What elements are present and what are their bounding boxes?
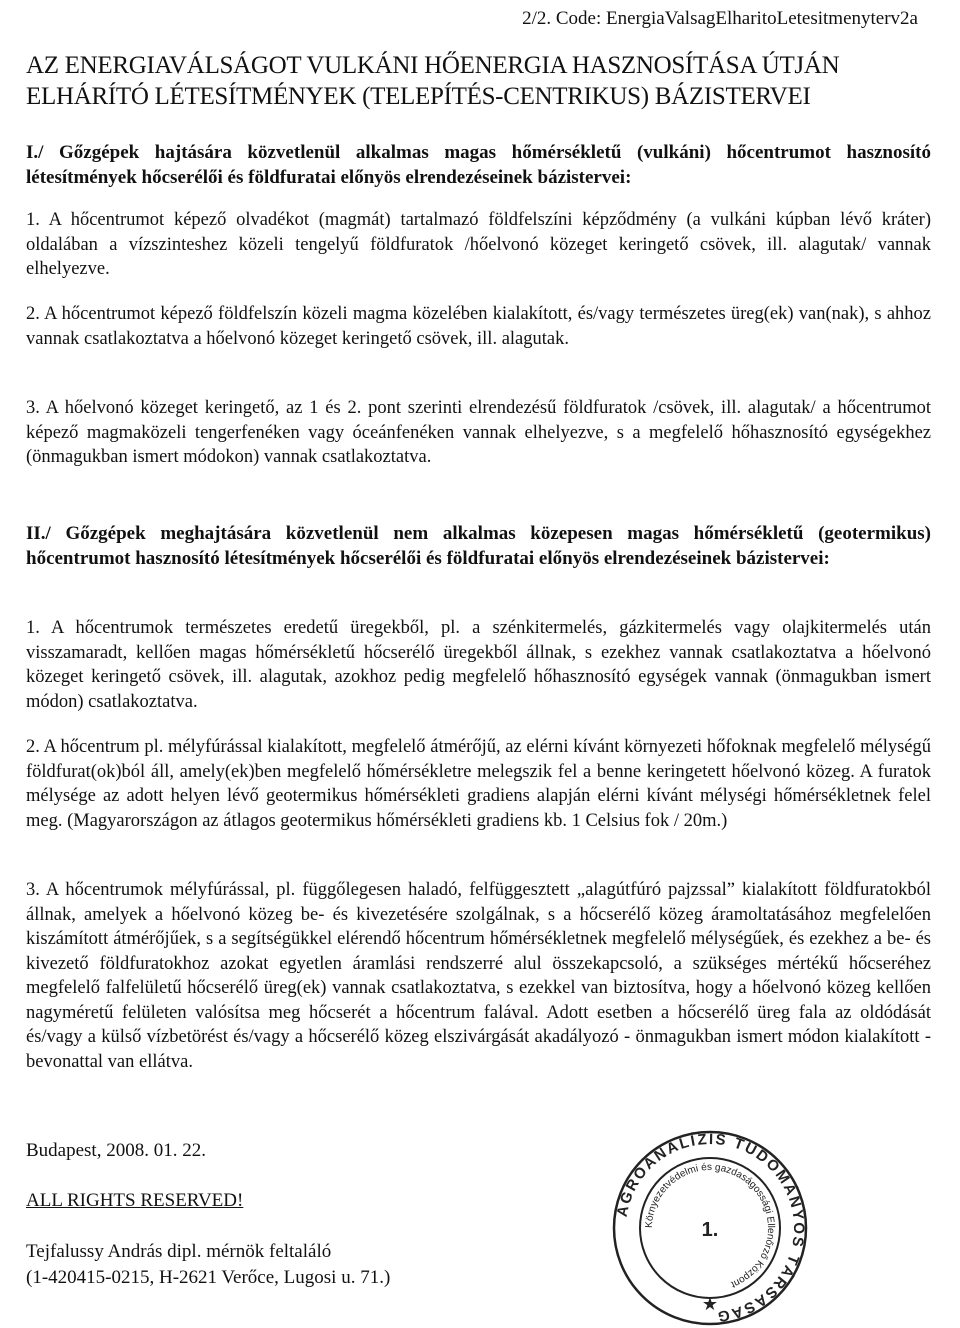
place-date: Budapest, 2008. 01. 22. (26, 1140, 206, 1161)
section-2-paragraph-1: 1. A hőcentrumok természetes eredetű üregekből, pl. a szénkitermelés, gázkitermelés vagy olajkitermelés után visszamaradt, kellően magas hőmérsékletű hőcserélő üregekből állnak, s ezekhez vannak csatlakoztatva a hőelvonó közeget keringető csövek, ill. alagutak, azokhoz pedig megfelelő hőhasznosító egységek vannak (önmagukban ismert módon) csatlakoztatva. (26, 618, 931, 712)
section-2-heading: II./ Gőzgépek meghajtására közvetlenül nem alkalmas közepesen magas hőmérsékletű (geotermikus) hőcentrumot hasznosító létesítmények hőcserélői és földfuratai előnyös elrendezéseinek bázistervei: (26, 523, 931, 569)
stamp-inner-text: Környezetvédelmi és gazdaságossági Ellenőrző Központ (643, 1161, 777, 1290)
document-code: 2/2. Code: EnergiaValsagElharitoLetesitmenyterv2a (522, 8, 918, 29)
stamp-star-icon: ★ (701, 1294, 719, 1315)
author-address: (1-420415-0215, H-2621 Verőce, Lugosi u. 71.) (26, 1267, 391, 1288)
stamp-number: 1. (701, 1219, 719, 1241)
official-stamp (610, 1128, 810, 1328)
document-title: AZ ENERGIAVÁLSÁGOT VULKÁNI HŐENERGIA HASZNOSÍTÁSA ÚTJÁN ELHÁRÍTÓ LÉTESÍTMÉNYEK (TELEPÍTÉS-CENTRIKUS) BÁZISTERVEI (26, 52, 840, 110)
section-1-paragraph-2: 2. A hőcentrumot képező földfelszín közeli magma közelében kialakított, és/vagy természetes üreg(ek) van(nak), s ahhoz vannak csatlakoztatva a hőelvonó közeget keringető csövek, ill. alagutak. (26, 304, 931, 349)
section-1-heading: I./ Gőzgépek hajtására közvetlenül alkalmas magas hőmérsékletű (vulkáni) hőcentrumot hasznosító létesítmények hőcserélői és földfuratai előnyös elrendezéseinek bázistervei: (26, 142, 931, 188)
stamp-outer-text: AGROANALÍZIS TUDOMÁNYOS TÁRSASÁG (613, 1130, 808, 1325)
section-2-paragraph-3: 3. A hőcentrumok mélyfúrással, pl. függőlegesen haladó, felfüggesztett „alagútfúró pajzssal” kialakított földfuratokból állnak, amelyek a hőelvonó közeg be- és kivezetésére szolgálnak, s a hőcserélő közeg áramoltatásához megfelelően kiszámított átmérőjűek, s a segítségükkel elérendő hőcentrum hőmérsékletnek megfelelő mélységűek, és ezekhez a be- és kivezető földfuratokhoz azokat egyetlen áramlási rendszerré alul összekapcsoló, a szükséges mértékű hőcseréhez megfelelő falfelületű hőcserélő üreg(ek) vannak csatlakoztatva, s ezekkel van biztosítva, hogy a hőelvonó közeg kellően nagyméretű felületen valósítsa meg hőcserét a hőcentrum falával. Adott esetben a hőcserélő üreg fala az oldódását és/vagy a külső vízbetörést és/vagy a hőcserélő közeg elszivárgását akadályozó - önmagukban ismert módon kialakított - bevonattal van ellátva. (26, 880, 931, 1072)
author-name: Tejfalussy András dipl. mérnök feltaláló (26, 1241, 332, 1262)
section-1-paragraph-3: 3. A hőelvonó közeget keringető, az 1 és 2. pont szerinti elrendezésű földfuratok /csövek, ill. alagutak/ a hőcentrumot képező magmaközeli tengerfenéken vagy óceánfenéken vannak elhelyezve, s a megfelelő hőhasznosító egységekhez (önmagukban ismert módokon) vannak csatlakoztatva. (26, 398, 931, 467)
section-2-paragraph-2: 2. A hőcentrum pl. mélyfúrással kialakított, megfelelő átmérőjű, az elérni kívánt környezeti hőfoknak megfelelő mélységű földfurat(ok)ból áll, amely(ek)ben megfelelő hőmérsékletre melegszik fel a benne keringetett hőelvonó közeg. A furatok mélysége az adott helyen lévő geotermikus hőmérsékleti gradiens alapján elérni kívánt mélységi hőmérsékletnek felel meg. (Magyarországon az átlagos geotermikus hőmérsékleti gradiens kb. 1 Celsius fok / 20m.) (26, 737, 931, 831)
rights-notice: ALL RIGHTS RESERVED! (26, 1190, 244, 1211)
section-1-paragraph-1: 1. A hőcentrumot képező olvadékot (magmát) tartalmazó földfelszíni képződmény (a vulkáni kúpban lévő kráter) oldalában a vízszinteshez közeli tengelyű földfuratok /hőelvonó közeget keringető csövek, ill. alagutak/ vannak elhelyezve. (26, 210, 931, 279)
